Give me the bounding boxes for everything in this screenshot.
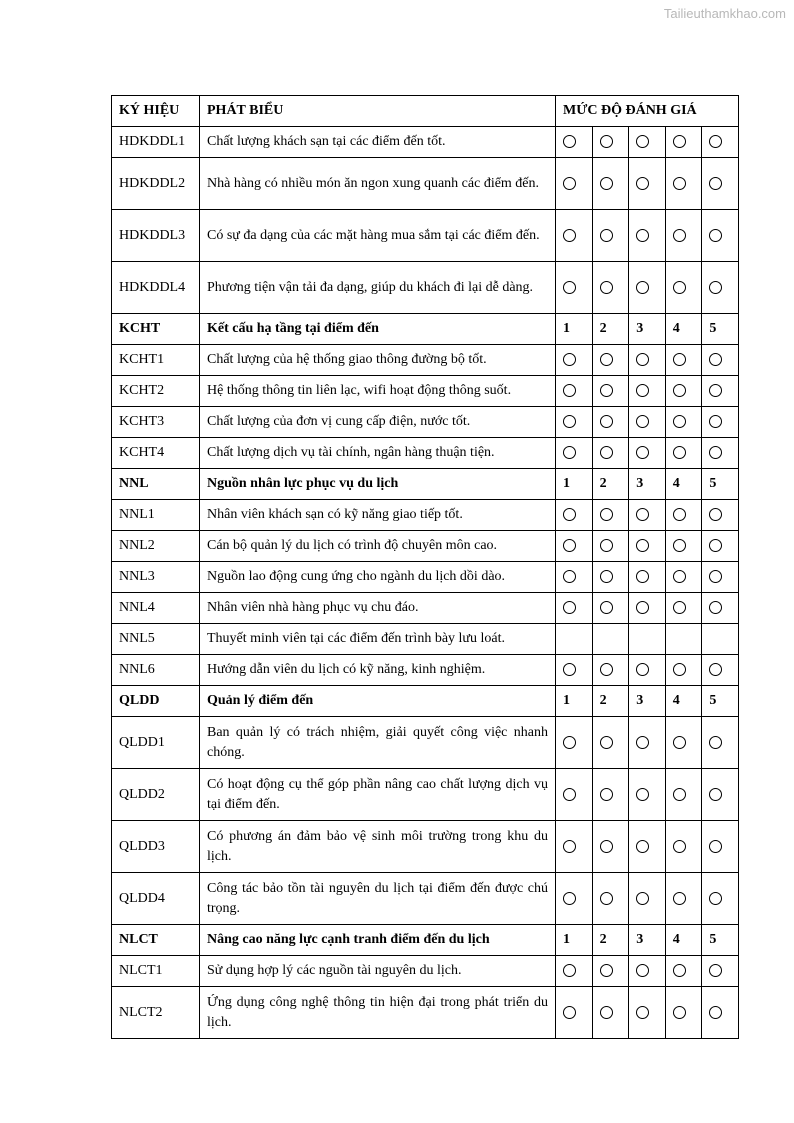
row-code: KCHT1 bbox=[112, 345, 200, 376]
group-title: Kết cấu hạ tầng tại điểm đến bbox=[200, 314, 556, 345]
radio-circle-icon[interactable] bbox=[636, 281, 649, 294]
row-statement: Ban quản lý có trách nhiệm, giải quyết công việc nhanh chóng. bbox=[200, 717, 556, 769]
group-code: QLDD bbox=[112, 686, 200, 717]
scale-label: 2 bbox=[592, 469, 629, 500]
rating-option[interactable] bbox=[665, 655, 702, 686]
rating-option[interactable] bbox=[665, 593, 702, 624]
rating-option[interactable] bbox=[629, 210, 666, 262]
row-code: QLDD3 bbox=[112, 821, 200, 873]
table-row bbox=[112, 593, 739, 624]
rating-option[interactable] bbox=[665, 717, 702, 769]
radio-circle-icon[interactable] bbox=[563, 353, 576, 366]
radio-circle-icon[interactable] bbox=[563, 892, 576, 905]
rating-option[interactable] bbox=[702, 655, 739, 686]
rating-option[interactable] bbox=[556, 158, 593, 210]
radio-circle-icon[interactable] bbox=[636, 229, 649, 242]
rating-option[interactable] bbox=[592, 717, 629, 769]
radio-circle-icon[interactable] bbox=[673, 788, 686, 801]
radio-circle-icon[interactable] bbox=[636, 446, 649, 459]
radio-circle-icon[interactable] bbox=[636, 840, 649, 853]
rating-option[interactable] bbox=[629, 956, 666, 987]
radio-circle-icon[interactable] bbox=[709, 384, 722, 397]
row-code: NLCT2 bbox=[112, 987, 200, 1039]
radio-circle-icon[interactable] bbox=[673, 446, 686, 459]
radio-circle-icon[interactable] bbox=[709, 570, 722, 583]
row-statement: Nguồn lao động cung ứng cho ngành du lịch dồi dào. bbox=[200, 562, 556, 593]
radio-circle-icon[interactable] bbox=[636, 508, 649, 521]
radio-circle-icon[interactable] bbox=[636, 384, 649, 397]
radio-circle-icon[interactable] bbox=[673, 539, 686, 552]
rating-option[interactable] bbox=[629, 873, 666, 925]
row-code: NNL4 bbox=[112, 593, 200, 624]
radio-circle-icon[interactable] bbox=[563, 1006, 576, 1019]
radio-circle-icon[interactable] bbox=[709, 135, 722, 148]
rating-option-empty bbox=[556, 624, 593, 655]
table-header-row bbox=[112, 96, 739, 127]
rating-option[interactable] bbox=[556, 262, 593, 314]
radio-circle-icon[interactable] bbox=[563, 281, 576, 294]
row-statement: Chất lượng khách sạn tại các điểm đến tốt. bbox=[200, 127, 556, 158]
rating-option[interactable] bbox=[665, 873, 702, 925]
radio-circle-icon[interactable] bbox=[563, 177, 576, 190]
rating-option[interactable] bbox=[592, 407, 629, 438]
radio-circle-icon[interactable] bbox=[600, 539, 613, 552]
row-code: NNL5 bbox=[112, 624, 200, 655]
group-code: KCHT bbox=[112, 314, 200, 345]
radio-circle-icon[interactable] bbox=[636, 964, 649, 977]
radio-circle-icon[interactable] bbox=[600, 736, 613, 749]
scale-label: 3 bbox=[629, 469, 666, 500]
radio-circle-icon[interactable] bbox=[636, 177, 649, 190]
rating-option[interactable] bbox=[556, 562, 593, 593]
radio-circle-icon[interactable] bbox=[673, 736, 686, 749]
watermark-text: Tailieuthamkhao.com bbox=[663, 6, 786, 21]
row-code: QLDD1 bbox=[112, 717, 200, 769]
rating-option[interactable] bbox=[702, 531, 739, 562]
table-row bbox=[112, 717, 739, 769]
rating-option[interactable] bbox=[629, 769, 666, 821]
scale-label: 2 bbox=[592, 314, 629, 345]
rating-option[interactable] bbox=[556, 210, 593, 262]
rating-option[interactable] bbox=[629, 821, 666, 873]
survey-table bbox=[111, 95, 739, 1039]
radio-circle-icon[interactable] bbox=[600, 177, 613, 190]
group-header-row bbox=[112, 469, 739, 500]
radio-circle-icon[interactable] bbox=[563, 964, 576, 977]
radio-circle-icon[interactable] bbox=[673, 415, 686, 428]
row-code: NNL6 bbox=[112, 655, 200, 686]
radio-circle-icon[interactable] bbox=[709, 788, 722, 801]
table-row bbox=[112, 655, 739, 686]
group-code: NNL bbox=[112, 469, 200, 500]
rating-option[interactable] bbox=[556, 531, 593, 562]
radio-circle-icon[interactable] bbox=[673, 892, 686, 905]
radio-circle-icon[interactable] bbox=[709, 229, 722, 242]
rating-option[interactable] bbox=[665, 956, 702, 987]
radio-circle-icon[interactable] bbox=[709, 892, 722, 905]
rating-option[interactable] bbox=[702, 210, 739, 262]
rating-option[interactable] bbox=[592, 531, 629, 562]
rating-option[interactable] bbox=[665, 500, 702, 531]
rating-option[interactable] bbox=[592, 210, 629, 262]
row-statement: Có phương án đảm bảo vệ sinh môi trường trong khu du lịch. bbox=[200, 821, 556, 873]
scale-label: 3 bbox=[629, 686, 666, 717]
radio-circle-icon[interactable] bbox=[600, 892, 613, 905]
rating-option[interactable] bbox=[702, 873, 739, 925]
rating-option[interactable] bbox=[702, 717, 739, 769]
radio-circle-icon[interactable] bbox=[673, 601, 686, 614]
radio-circle-icon[interactable] bbox=[709, 539, 722, 552]
radio-circle-icon[interactable] bbox=[600, 229, 613, 242]
rating-option[interactable] bbox=[556, 956, 593, 987]
radio-circle-icon[interactable] bbox=[636, 788, 649, 801]
table-row bbox=[112, 873, 739, 925]
group-code: NLCT bbox=[112, 925, 200, 956]
row-statement: Có hoạt động cụ thể góp phần nâng cao chất lượng dịch vụ tại điểm đến. bbox=[200, 769, 556, 821]
rating-option[interactable] bbox=[556, 127, 593, 158]
rating-option[interactable] bbox=[665, 821, 702, 873]
rating-option[interactable] bbox=[592, 769, 629, 821]
radio-circle-icon[interactable] bbox=[600, 964, 613, 977]
table-row bbox=[112, 438, 739, 469]
group-header-row bbox=[112, 314, 739, 345]
rating-option[interactable] bbox=[629, 127, 666, 158]
rating-option[interactable] bbox=[556, 438, 593, 469]
radio-circle-icon[interactable] bbox=[600, 570, 613, 583]
row-code: HDKDDL1 bbox=[112, 127, 200, 158]
rating-option[interactable] bbox=[665, 158, 702, 210]
row-statement: Hướng dẫn viên du lịch có kỹ năng, kinh nghiệm. bbox=[200, 655, 556, 686]
rating-option[interactable] bbox=[702, 821, 739, 873]
rating-option[interactable] bbox=[592, 376, 629, 407]
rating-option[interactable] bbox=[556, 655, 593, 686]
rating-option[interactable] bbox=[592, 562, 629, 593]
radio-circle-icon[interactable] bbox=[636, 601, 649, 614]
rating-option[interactable] bbox=[556, 717, 593, 769]
rating-option[interactable] bbox=[556, 407, 593, 438]
rating-option[interactable] bbox=[629, 262, 666, 314]
rating-option[interactable] bbox=[592, 500, 629, 531]
radio-circle-icon[interactable] bbox=[563, 384, 576, 397]
table-row bbox=[112, 769, 739, 821]
rating-option[interactable] bbox=[629, 531, 666, 562]
table-row bbox=[112, 624, 739, 655]
scale-label: 5 bbox=[702, 469, 739, 500]
row-code: HDKDDL3 bbox=[112, 210, 200, 262]
radio-circle-icon[interactable] bbox=[673, 964, 686, 977]
table-row bbox=[112, 821, 739, 873]
radio-circle-icon[interactable] bbox=[636, 135, 649, 148]
radio-circle-icon[interactable] bbox=[600, 135, 613, 148]
header-rating: MỨC ĐỘ ĐÁNH GIÁ bbox=[556, 96, 739, 127]
rating-option[interactable] bbox=[702, 593, 739, 624]
row-code: KCHT3 bbox=[112, 407, 200, 438]
row-statement: Chất lượng của đơn vị cung cấp điện, nước tốt. bbox=[200, 407, 556, 438]
radio-circle-icon[interactable] bbox=[709, 601, 722, 614]
row-statement: Công tác bảo tồn tài nguyên du lịch tại điểm đến được chú trọng. bbox=[200, 873, 556, 925]
scale-label: 3 bbox=[629, 314, 666, 345]
group-header-row bbox=[112, 686, 739, 717]
rating-option[interactable] bbox=[629, 438, 666, 469]
rating-option[interactable] bbox=[592, 262, 629, 314]
rating-option[interactable] bbox=[665, 127, 702, 158]
rating-option[interactable] bbox=[556, 500, 593, 531]
radio-circle-icon[interactable] bbox=[709, 415, 722, 428]
table-row bbox=[112, 158, 739, 210]
radio-circle-icon[interactable] bbox=[709, 964, 722, 977]
radio-circle-icon[interactable] bbox=[563, 663, 576, 676]
row-code: QLDD2 bbox=[112, 769, 200, 821]
radio-circle-icon[interactable] bbox=[636, 415, 649, 428]
rating-option[interactable] bbox=[702, 127, 739, 158]
rating-option[interactable] bbox=[702, 956, 739, 987]
scale-label: 5 bbox=[702, 925, 739, 956]
radio-circle-icon[interactable] bbox=[709, 177, 722, 190]
radio-circle-icon[interactable] bbox=[600, 840, 613, 853]
rating-option[interactable] bbox=[556, 593, 593, 624]
scale-label: 5 bbox=[702, 686, 739, 717]
rating-option-empty bbox=[702, 624, 739, 655]
rating-option[interactable] bbox=[702, 345, 739, 376]
row-statement: Có sự đa dạng của các mặt hàng mua sắm tại các điểm đến. bbox=[200, 210, 556, 262]
scale-label: 4 bbox=[665, 469, 702, 500]
radio-circle-icon[interactable] bbox=[600, 1006, 613, 1019]
rating-option[interactable] bbox=[629, 593, 666, 624]
radio-circle-icon[interactable] bbox=[563, 508, 576, 521]
radio-circle-icon[interactable] bbox=[563, 788, 576, 801]
rating-option[interactable] bbox=[665, 210, 702, 262]
table-row bbox=[112, 562, 739, 593]
rating-option[interactable] bbox=[629, 987, 666, 1039]
radio-circle-icon[interactable] bbox=[600, 446, 613, 459]
radio-circle-icon[interactable] bbox=[709, 353, 722, 366]
radio-circle-icon[interactable] bbox=[563, 415, 576, 428]
row-statement: Sử dụng hợp lý các nguồn tài nguyên du lịch. bbox=[200, 956, 556, 987]
radio-circle-icon[interactable] bbox=[600, 353, 613, 366]
radio-circle-icon[interactable] bbox=[563, 736, 576, 749]
radio-circle-icon[interactable] bbox=[563, 135, 576, 148]
radio-circle-icon[interactable] bbox=[600, 415, 613, 428]
group-title: Nguồn nhân lực phục vụ du lịch bbox=[200, 469, 556, 500]
scale-label: 1 bbox=[556, 686, 593, 717]
radio-circle-icon[interactable] bbox=[563, 229, 576, 242]
radio-circle-icon[interactable] bbox=[563, 840, 576, 853]
rating-option[interactable] bbox=[665, 376, 702, 407]
rating-option[interactable] bbox=[702, 158, 739, 210]
group-title: Nâng cao năng lực cạnh tranh điểm đến du lịch bbox=[200, 925, 556, 956]
rating-option[interactable] bbox=[629, 717, 666, 769]
rating-option[interactable] bbox=[629, 500, 666, 531]
table-row bbox=[112, 262, 739, 314]
row-statement: Thuyết minh viên tại các điểm đến trình bày lưu loát. bbox=[200, 624, 556, 655]
rating-option[interactable] bbox=[629, 562, 666, 593]
rating-option[interactable] bbox=[592, 127, 629, 158]
rating-option-empty bbox=[592, 624, 629, 655]
radio-circle-icon[interactable] bbox=[600, 663, 613, 676]
radio-circle-icon[interactable] bbox=[563, 570, 576, 583]
rating-option[interactable] bbox=[702, 407, 739, 438]
table-row bbox=[112, 407, 739, 438]
radio-circle-icon[interactable] bbox=[673, 229, 686, 242]
rating-option[interactable] bbox=[665, 769, 702, 821]
radio-circle-icon[interactable] bbox=[709, 508, 722, 521]
group-header-row bbox=[112, 925, 739, 956]
row-statement: Nhân viên khách sạn có kỹ năng giao tiếp tốt. bbox=[200, 500, 556, 531]
scale-label: 3 bbox=[629, 925, 666, 956]
row-code: NNL3 bbox=[112, 562, 200, 593]
rating-option[interactable] bbox=[629, 376, 666, 407]
rating-option[interactable] bbox=[629, 655, 666, 686]
row-statement: Chất lượng của hệ thống giao thông đường bộ tốt. bbox=[200, 345, 556, 376]
table-row bbox=[112, 956, 739, 987]
rating-option[interactable] bbox=[592, 158, 629, 210]
radio-circle-icon[interactable] bbox=[673, 840, 686, 853]
rating-option[interactable] bbox=[592, 438, 629, 469]
rating-option[interactable] bbox=[592, 956, 629, 987]
row-statement: Hệ thống thông tin liên lạc, wifi hoạt động thông suốt. bbox=[200, 376, 556, 407]
rating-option-empty bbox=[665, 624, 702, 655]
scale-label: 1 bbox=[556, 925, 593, 956]
rating-option[interactable] bbox=[665, 987, 702, 1039]
row-statement: Ứng dụng công nghệ thông tin hiện đại trong phát triển du lịch. bbox=[200, 987, 556, 1039]
radio-circle-icon[interactable] bbox=[709, 1006, 722, 1019]
row-statement: Nhà hàng có nhiều món ăn ngon xung quanh các điểm đến. bbox=[200, 158, 556, 210]
scale-label: 1 bbox=[556, 314, 593, 345]
radio-circle-icon[interactable] bbox=[636, 736, 649, 749]
rating-option[interactable] bbox=[702, 500, 739, 531]
row-code: KCHT4 bbox=[112, 438, 200, 469]
radio-circle-icon[interactable] bbox=[673, 135, 686, 148]
radio-circle-icon[interactable] bbox=[600, 384, 613, 397]
rating-option[interactable] bbox=[665, 262, 702, 314]
rating-option[interactable] bbox=[556, 873, 593, 925]
rating-option[interactable] bbox=[556, 821, 593, 873]
table-row bbox=[112, 500, 739, 531]
radio-circle-icon[interactable] bbox=[709, 840, 722, 853]
group-title: Quản lý điểm đến bbox=[200, 686, 556, 717]
radio-circle-icon[interactable] bbox=[636, 663, 649, 676]
radio-circle-icon[interactable] bbox=[636, 539, 649, 552]
radio-circle-icon[interactable] bbox=[600, 508, 613, 521]
radio-circle-icon[interactable] bbox=[709, 736, 722, 749]
rating-option[interactable] bbox=[702, 769, 739, 821]
radio-circle-icon[interactable] bbox=[709, 663, 722, 676]
rating-option[interactable] bbox=[556, 769, 593, 821]
table-row bbox=[112, 210, 739, 262]
radio-circle-icon[interactable] bbox=[709, 281, 722, 294]
radio-circle-icon[interactable] bbox=[673, 353, 686, 366]
scale-label: 4 bbox=[665, 314, 702, 345]
rating-option[interactable] bbox=[592, 987, 629, 1039]
rating-option[interactable] bbox=[665, 345, 702, 376]
radio-circle-icon[interactable] bbox=[636, 1006, 649, 1019]
rating-option[interactable] bbox=[629, 158, 666, 210]
rating-option[interactable] bbox=[556, 987, 593, 1039]
header-code: KÝ HIỆU bbox=[112, 96, 200, 127]
scale-label: 2 bbox=[592, 686, 629, 717]
scale-label: 4 bbox=[665, 925, 702, 956]
radio-circle-icon[interactable] bbox=[673, 281, 686, 294]
rating-option[interactable] bbox=[665, 531, 702, 562]
row-code: HDKDDL4 bbox=[112, 262, 200, 314]
radio-circle-icon[interactable] bbox=[563, 446, 576, 459]
rating-option[interactable] bbox=[702, 438, 739, 469]
radio-circle-icon[interactable] bbox=[636, 892, 649, 905]
rating-option[interactable] bbox=[665, 407, 702, 438]
row-code: NNL1 bbox=[112, 500, 200, 531]
table-row bbox=[112, 345, 739, 376]
rating-option[interactable] bbox=[592, 873, 629, 925]
rating-option[interactable] bbox=[665, 562, 702, 593]
row-statement: Nhân viên nhà hàng phục vụ chu đáo. bbox=[200, 593, 556, 624]
radio-circle-icon[interactable] bbox=[673, 508, 686, 521]
radio-circle-icon[interactable] bbox=[673, 1006, 686, 1019]
radio-circle-icon[interactable] bbox=[600, 601, 613, 614]
row-code: NLCT1 bbox=[112, 956, 200, 987]
table-row bbox=[112, 987, 739, 1039]
row-code: QLDD4 bbox=[112, 873, 200, 925]
radio-circle-icon[interactable] bbox=[563, 601, 576, 614]
row-statement: Chất lượng dịch vụ tài chính, ngân hàng thuận tiện. bbox=[200, 438, 556, 469]
rating-option[interactable] bbox=[665, 438, 702, 469]
row-statement: Phương tiện vận tải đa dạng, giúp du khách đi lại dễ dàng. bbox=[200, 262, 556, 314]
radio-circle-icon[interactable] bbox=[673, 570, 686, 583]
header-statement: PHÁT BIỂU bbox=[200, 96, 556, 127]
radio-circle-icon[interactable] bbox=[600, 788, 613, 801]
scale-label: 5 bbox=[702, 314, 739, 345]
rating-option[interactable] bbox=[629, 407, 666, 438]
rating-option[interactable] bbox=[592, 345, 629, 376]
table-row bbox=[112, 127, 739, 158]
radio-circle-icon[interactable] bbox=[600, 281, 613, 294]
scale-label: 2 bbox=[592, 925, 629, 956]
rating-option[interactable] bbox=[556, 345, 593, 376]
radio-circle-icon[interactable] bbox=[709, 446, 722, 459]
row-statement: Cán bộ quản lý du lịch có trình độ chuyên môn cao. bbox=[200, 531, 556, 562]
radio-circle-icon[interactable] bbox=[636, 570, 649, 583]
scale-label: 1 bbox=[556, 469, 593, 500]
row-code: KCHT2 bbox=[112, 376, 200, 407]
rating-option[interactable] bbox=[702, 562, 739, 593]
scale-label: 4 bbox=[665, 686, 702, 717]
rating-option[interactable] bbox=[592, 593, 629, 624]
radio-circle-icon[interactable] bbox=[673, 384, 686, 397]
radio-circle-icon[interactable] bbox=[673, 177, 686, 190]
table-row bbox=[112, 531, 739, 562]
rating-option-empty bbox=[629, 624, 666, 655]
rating-option[interactable] bbox=[556, 376, 593, 407]
row-code: HDKDDL2 bbox=[112, 158, 200, 210]
radio-circle-icon[interactable] bbox=[673, 663, 686, 676]
radio-circle-icon[interactable] bbox=[636, 353, 649, 366]
rating-option[interactable] bbox=[592, 821, 629, 873]
rating-option[interactable] bbox=[592, 655, 629, 686]
rating-option[interactable] bbox=[629, 345, 666, 376]
rating-option[interactable] bbox=[702, 376, 739, 407]
row-code: NNL2 bbox=[112, 531, 200, 562]
table-row bbox=[112, 376, 739, 407]
radio-circle-icon[interactable] bbox=[563, 539, 576, 552]
rating-option[interactable] bbox=[702, 987, 739, 1039]
rating-option[interactable] bbox=[702, 262, 739, 314]
